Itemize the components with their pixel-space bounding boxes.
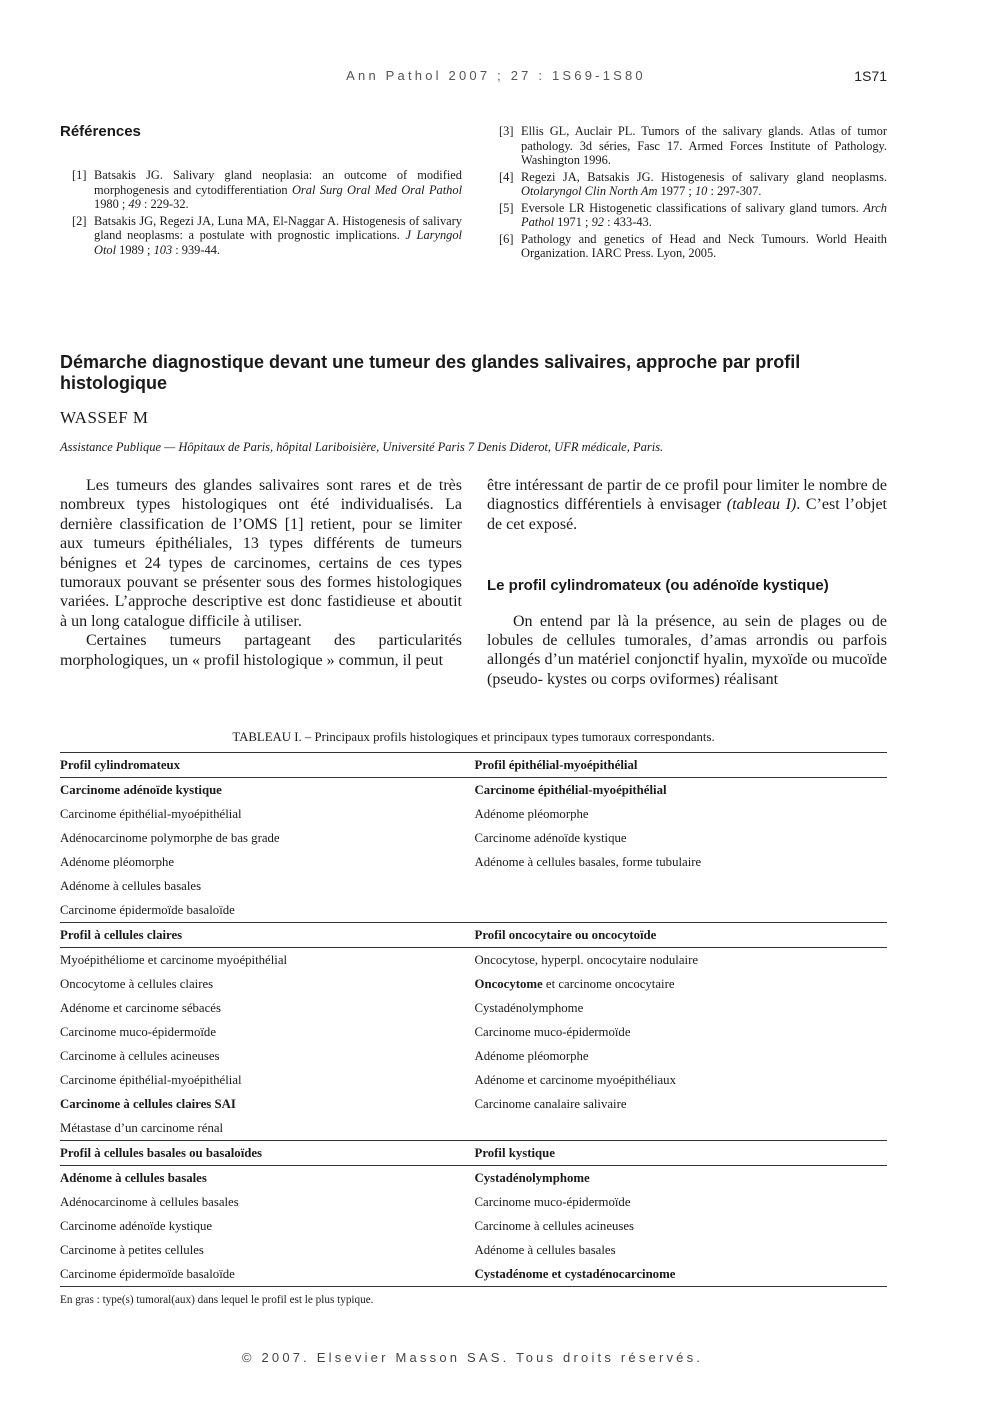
reference-journal: J Laryngol Otol bbox=[94, 228, 462, 257]
table-group-header bbox=[60, 753, 887, 778]
tumor-type: Carcinome épithélial-myoépithélial bbox=[60, 1072, 242, 1087]
table-row bbox=[60, 1214, 887, 1238]
tumor-type: Carcinome à cellules acineuses bbox=[60, 1048, 220, 1063]
reference-volume: 92 bbox=[591, 215, 604, 229]
reference-number: [6] bbox=[499, 231, 514, 246]
tumor-type: Carcinome à cellules claires SAI bbox=[60, 1096, 236, 1111]
profile-header: Profil oncocytaire ou oncocytoïde bbox=[474, 923, 888, 948]
reference-journal: Oral Surg Oral Med Oral Pathol bbox=[291, 182, 463, 197]
table-cell bbox=[474, 1092, 888, 1116]
table-cell bbox=[60, 778, 474, 803]
table-cell bbox=[474, 1166, 888, 1191]
references-column-left bbox=[72, 168, 462, 259]
tumor-type: Carcinome épidermoïde basaloïde bbox=[60, 902, 235, 917]
table-row bbox=[60, 1044, 887, 1068]
tumor-type: Oncocytose, hyperpl. oncocytaire nodulaire bbox=[474, 952, 699, 967]
tumor-type: Carcinome épithélial-myoépithélial bbox=[474, 782, 667, 797]
tumor-type: Métastase d’un carcinome rénal bbox=[60, 1120, 224, 1135]
table-cell bbox=[60, 1238, 474, 1262]
tumor-type: Carcinome adénoïde kystique bbox=[474, 830, 627, 845]
table-row bbox=[60, 1166, 887, 1191]
tumor-type: Cystadénolymphome bbox=[474, 1000, 584, 1015]
reference-5 bbox=[499, 201, 887, 230]
table-row bbox=[60, 948, 887, 973]
table-row bbox=[60, 1092, 887, 1116]
table-cell bbox=[60, 1020, 474, 1044]
article-affiliation: Assistance Publique — Hôpitaux de Paris, hôpital Lariboisière, Université Paris 7 Denis Diderot, UFR médicale, Paris. bbox=[60, 440, 664, 454]
table-row bbox=[60, 1116, 887, 1141]
profiles-table bbox=[60, 752, 887, 1287]
table-reference-link[interactable]: (tableau I) bbox=[726, 496, 797, 514]
profile-header: Profil à cellules basales ou basaloïdes bbox=[60, 1141, 474, 1166]
table-group-header bbox=[60, 923, 887, 948]
table-row bbox=[60, 1068, 887, 1092]
tumor-type-suffix: et carcinome oncocytaire bbox=[542, 976, 675, 991]
tumor-type: Carcinome adénoïde kystique bbox=[60, 1218, 213, 1233]
table-cell bbox=[60, 1092, 474, 1116]
paragraph-text: être intéressant de partir de ce profil pour limiter le nombre de diagnostics différentiels à envisager bbox=[487, 477, 887, 514]
table-cell bbox=[474, 1068, 888, 1092]
profile-header: Profil épithélial-myoépithélial bbox=[474, 753, 888, 778]
reference-number: [3] bbox=[499, 124, 514, 138]
tumor-type: Oncocytome à cellules claires bbox=[60, 976, 214, 991]
article-author: WASSEF M bbox=[60, 408, 149, 427]
table-cell bbox=[60, 1166, 474, 1191]
tumor-type: Carcinome adénoïde kystique bbox=[60, 782, 222, 797]
tumor-type: Adénome à cellules basales, forme tubulaire bbox=[474, 854, 702, 869]
paragraph-profile: Certaines tumeurs partageant des particularités morphologiques, un « profil histologique » commun, il peut bbox=[60, 632, 462, 669]
running-head: Ann Pathol 2007 ; 27 : 1S69-1S80 bbox=[346, 68, 646, 83]
reference-pages: : 297-307. bbox=[707, 184, 762, 198]
page-number: 1S71 bbox=[854, 68, 887, 84]
table-row bbox=[60, 778, 887, 803]
references-column-right bbox=[499, 124, 887, 263]
tumor-type: Myoépithéliome et carcinome myoépithélial bbox=[60, 952, 288, 967]
reference-number: [5] bbox=[499, 200, 514, 215]
tumor-type: Carcinome muco-épidermoïde bbox=[474, 1194, 631, 1209]
table-row bbox=[60, 1190, 887, 1214]
tumor-type: Adénome pléomorphe bbox=[60, 854, 175, 869]
table-cell bbox=[60, 948, 474, 973]
table-cell bbox=[474, 948, 888, 973]
tumor-type: Adénome à cellules basales bbox=[60, 1170, 207, 1185]
tumor-type: Adénome et carcinome myoépithéliaux bbox=[474, 1072, 676, 1087]
reference-6 bbox=[499, 232, 887, 261]
table-cell bbox=[60, 972, 474, 996]
copyright: © 2007. Elsevier Masson SAS. Tous droits réservés. bbox=[241, 1350, 704, 1365]
table-cell bbox=[60, 826, 474, 850]
profile-header: Profil cylindromateux bbox=[60, 753, 474, 778]
tumor-type: Carcinome épithélial-myoépithélial bbox=[60, 806, 242, 821]
reference-year: 1989 ; bbox=[116, 242, 154, 257]
table-cell bbox=[60, 898, 474, 923]
reference-year: 1980 ; bbox=[94, 197, 129, 211]
tumor-type: Carcinome épidermoïde basaloïde bbox=[60, 1266, 235, 1281]
reference-2 bbox=[72, 214, 462, 258]
reference-text: Batsakis JG, Regezi JA, Luna MA, El-Naggar A. Histogenesis of salivary gland neoplasms: a postulate with prognostic implications. bbox=[94, 213, 462, 242]
table-cell bbox=[474, 898, 888, 923]
tumor-type: Adénome pléomorphe bbox=[474, 806, 589, 821]
table-cell bbox=[60, 850, 474, 874]
table-cell bbox=[474, 778, 888, 803]
article-title: Démarche diagnostique devant une tumeur des glandes salivaires, approche par profil histologique bbox=[60, 352, 801, 393]
reference-volume: 103 bbox=[153, 242, 173, 257]
reference-journal: Otolaryngol Clin North Am bbox=[521, 184, 658, 198]
table-row bbox=[60, 874, 887, 898]
reference-number: [4] bbox=[499, 169, 514, 184]
table-cell bbox=[60, 874, 474, 898]
tumor-type: Carcinome canalaire salivaire bbox=[474, 1096, 627, 1111]
table-cell bbox=[474, 1214, 888, 1238]
tumor-type: Adénome à cellules basales bbox=[474, 1242, 616, 1257]
profile-header: Profil kystique bbox=[474, 1141, 888, 1166]
table-cell bbox=[474, 1044, 888, 1068]
reference-text: Pathology and genetics of Head and Neck Tumours. World Heaith Organization. IARC Press. Lyon, 2005. bbox=[521, 231, 887, 260]
table-cell bbox=[474, 874, 888, 898]
table-cell bbox=[60, 1214, 474, 1238]
table-row bbox=[60, 972, 887, 996]
paragraph-profile-continued bbox=[487, 476, 887, 534]
table-cell bbox=[60, 996, 474, 1020]
table-row bbox=[60, 802, 887, 826]
table-row bbox=[60, 826, 887, 850]
table-cell bbox=[60, 1068, 474, 1092]
tumor-type: Adénocarcinome polymorphe de bas grade bbox=[60, 830, 280, 845]
reference-pages: : 433-43. bbox=[603, 215, 652, 229]
table-cell bbox=[60, 1116, 474, 1141]
tumor-type: Adénocarcinome à cellules basales bbox=[60, 1194, 239, 1209]
tumor-type: Adénome et carcinome sébacés bbox=[60, 1000, 221, 1015]
table-cell bbox=[474, 1262, 888, 1287]
table-group-header bbox=[60, 1141, 887, 1166]
table-cell bbox=[60, 1190, 474, 1214]
table-cell bbox=[60, 1262, 474, 1287]
table-cell bbox=[474, 1190, 888, 1214]
table-cell bbox=[60, 802, 474, 826]
reference-year: 1977 ; bbox=[657, 184, 695, 198]
paragraph-text: . C’est l’objet de cet exposé. bbox=[487, 496, 887, 533]
tumor-type: Carcinome à petites cellules bbox=[60, 1242, 204, 1257]
reference-volume: 10 bbox=[694, 184, 708, 198]
reference-text: Regezi JA, Batsakis JG. Histogenesis of salivary gland neoplasms. bbox=[521, 169, 887, 184]
table-row bbox=[60, 1262, 887, 1287]
reference-number: [2] bbox=[72, 213, 87, 228]
reference-pages: : 229-32. bbox=[140, 197, 189, 211]
table-row bbox=[60, 850, 887, 874]
tumor-type: Carcinome à cellules acineuses bbox=[474, 1218, 635, 1233]
table-cell bbox=[474, 1116, 888, 1141]
body-column-left bbox=[60, 476, 462, 670]
table-caption: TABLEAU I. – Principaux profils histologiques et principaux types tumoraux correspondants. bbox=[232, 730, 715, 744]
reference-volume: 49 bbox=[128, 197, 141, 211]
table-cell bbox=[474, 802, 888, 826]
tumor-type: Oncocytome bbox=[474, 976, 543, 991]
tumor-type: Cystadénolymphome bbox=[474, 1170, 590, 1185]
table-cell bbox=[60, 1044, 474, 1068]
profile-header: Profil à cellules claires bbox=[60, 923, 474, 948]
reference-pages: : 939-44. bbox=[172, 242, 220, 257]
tumor-type: Carcinome muco-épidermoïde bbox=[60, 1024, 216, 1039]
table-row bbox=[60, 1238, 887, 1262]
tumor-type: Adénome à cellules basales bbox=[60, 878, 202, 893]
table-row bbox=[60, 1020, 887, 1044]
body-column-right bbox=[487, 476, 887, 689]
reference-4 bbox=[499, 170, 887, 199]
tumor-type: Cystadénome et cystadénocarcinome bbox=[474, 1266, 676, 1281]
reference-3 bbox=[499, 124, 887, 168]
table-cell bbox=[474, 1020, 888, 1044]
reference-year: 1971 ; bbox=[554, 215, 592, 229]
paragraph-cylindromatous: On entend par là la présence, au sein de plages ou de lobules de cellules tumorales, d’amas arrondis ou parfois allongés d’un matériel conjonctif hyalin, myxoïde ou mucoïde (pseudo- kystes ou corps oviformes) réalisant bbox=[487, 612, 887, 688]
table-cell bbox=[474, 850, 888, 874]
reference-journal: Arch Pathol bbox=[521, 200, 887, 229]
reference-text: Eversole LR Histogenetic classifications of salivary gland tumors. bbox=[521, 200, 864, 215]
section-heading: Le profil cylindromateux (ou adénoïde kystique) bbox=[487, 577, 829, 595]
reference-text: Ellis GL, Auclair PL. Tumors of the salivary glands. Atlas of tumor pathology. 3d séries, Fasc 17. Armed Forces Institute of Pathology. Washington 1996. bbox=[521, 124, 887, 167]
reference-text: Batsakis JG. Salivary gland neoplasia: an outcome of modified morphogenesis and cytodifferentiation bbox=[94, 168, 462, 197]
references-heading: Références bbox=[60, 123, 141, 140]
tumor-type: Carcinome muco-épidermoïde bbox=[474, 1024, 631, 1039]
paragraph-intro: Les tumeurs des glandes salivaires sont rares et de très nombreux types histologiques ont été individualisés. La dernière classification de l’OMS [1] retient, pour se limiter aux tumeurs épithéliales, 13 types différents de tumeurs bénignes et 24 types de carcinomes, certains de ces types tumoraux pouvant se présenter sous des formes histologiques variées. L’approche descriptive est donc fastidieuse et aboutit à un long catalogue difficile à utiliser. bbox=[60, 477, 462, 630]
table-cell bbox=[474, 972, 888, 996]
tumor-type: Adénome pléomorphe bbox=[474, 1048, 589, 1063]
reference-number: [1] bbox=[72, 168, 87, 182]
reference-1 bbox=[72, 168, 462, 212]
table-cell bbox=[474, 826, 888, 850]
table-row bbox=[60, 898, 887, 923]
table-cell bbox=[474, 1238, 888, 1262]
table-row bbox=[60, 996, 887, 1020]
table-footnote: En gras : type(s) tumoral(aux) dans lequel le profil est le plus typique. bbox=[60, 1294, 374, 1306]
table-cell bbox=[474, 996, 888, 1020]
